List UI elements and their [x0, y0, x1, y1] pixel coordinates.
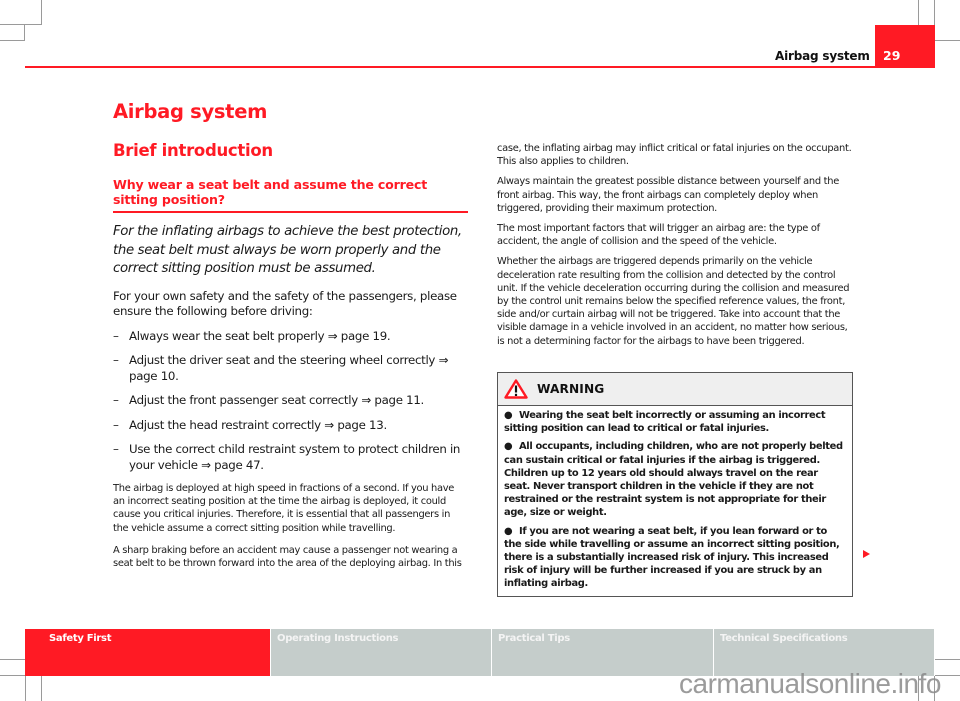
right-column	[497, 142, 855, 348]
tab-label: Safety First	[49, 633, 112, 644]
crop-mark-bottom-left	[0, 659, 25, 676]
subsection-title: Why wear a seat belt and assume the correct sitting position?	[113, 177, 468, 213]
page-number: 29	[883, 48, 901, 63]
chapter-title: Airbag system	[113, 100, 268, 123]
body-paragraph: The most important factors that will trigger an airbag are: the type of accident, the angle of collision and the speed of the vehicle.	[497, 223, 820, 248]
warning-item-text: Wearing the seat belt incorrectly or assuming an incorrect sitting position can lead to critical or fatal injuries.	[504, 410, 826, 435]
checklist-item	[113, 442, 468, 473]
continue-arrow-icon[interactable]	[863, 550, 870, 558]
checklist	[113, 329, 468, 474]
dash-bullet: –	[113, 393, 119, 407]
tab-label: Practical Tips	[498, 633, 570, 644]
warning-body	[498, 406, 852, 596]
dash-bullet: –	[113, 417, 119, 432]
body-paragraph: Always maintain the greatest possible distance between yourself and the front airbag. This way, the front airbags can completely deploy when triggered, providing their maximum protection.	[497, 176, 839, 214]
checklist-item-text[interactable]: Adjust the head restraint correctly ⇒ page 13.	[129, 417, 387, 432]
body-paragraph: case, the inflating airbag may inflict critical or fatal injuries on the occupant. This also applies to children.	[497, 143, 852, 168]
bullet-icon: ●	[504, 441, 513, 453]
warning-item-text: All occupants, including children, who are not properly belted can sustain critical or fatal injuries if the airbag is triggered. Children up to 12 years old should always travel on the rear seat. Never transport children in the vehicle if they are not restrained or the restraint system is not appropriate for their age, size or weight.	[504, 441, 843, 519]
bullet-icon: ●	[504, 525, 513, 537]
intro-text: For the inflating airbags to achieve the best protection, the seat belt must always be worn properly and the correct sitting position must be assumed.	[113, 224, 462, 276]
crop-mark-bottom-left-v	[25, 676, 42, 701]
crop-mark-top-left-inner	[0, 25, 25, 41]
warning-item	[504, 525, 846, 591]
warning-item	[504, 440, 846, 519]
warning-header	[498, 373, 852, 406]
warning-triangle-icon	[504, 379, 528, 399]
dash-bullet: –	[113, 353, 119, 367]
checklist-item	[113, 353, 468, 384]
checklist-item	[113, 329, 468, 345]
warning-box	[497, 372, 853, 597]
checklist-item-text[interactable]: Use the correct child restraint system to protect children in your vehicle ⇒ page 47.	[129, 442, 461, 472]
crop-mark-top-right-inner	[935, 25, 960, 41]
warning-item-text: If you are not wearing a seat belt, if you lean forward or to the side while travelling or assume an incorrect sitting position, there is a substantially increased risk of injury. This increased risk of injury will be further increased if you are struck by an inflating airbag.	[504, 525, 840, 590]
watermark: carmanualsonline.info	[679, 668, 941, 699]
tab-label: Operating Instructions	[277, 633, 399, 644]
checklist-item-text[interactable]: Always wear the seat belt properly ⇒ page 19.	[129, 328, 391, 343]
header-rule	[25, 66, 934, 68]
body-paragraph: A sharp braking before an accident may cause a passenger not wearing a seat belt to be thrown forward into the area of the deploying airbag. In this	[113, 544, 462, 570]
dash-bullet: –	[113, 442, 119, 456]
body-paragraph: The airbag is deployed at high speed in fractions of a second. If you have an incorrect seating position at the time the airbag is deployed, it could cause you critical injuries. Therefore, it is essential that all passengers in the vehicle assume a correct sitting position while travelling.	[113, 483, 455, 534]
crop-mark-top-left	[0, 0, 42, 25]
left-column	[113, 100, 468, 570]
checklist-item	[113, 393, 468, 409]
tab-operating-instructions[interactable]	[270, 629, 491, 676]
checklist-item-text[interactable]: Adjust the front passenger seat correctly ⇒ page 11.	[129, 393, 424, 407]
warning-item	[504, 409, 846, 435]
page-number-box	[875, 25, 935, 68]
crop-mark-top-right	[918, 0, 935, 25]
checklist-item-text[interactable]: Adjust the driver seat and the steering wheel correctly ⇒ page 10.	[129, 353, 449, 383]
dash-bullet: –	[113, 328, 119, 343]
running-title: Airbag system	[775, 49, 870, 63]
bullet-icon: ●	[504, 410, 513, 421]
tab-label: Technical Specifications	[720, 633, 848, 644]
section-title: Brief introduction	[113, 141, 273, 160]
body-paragraph: Whether the airbags are triggered depends primarily on the vehicle deceleration rate resulting from the collision and detected by the control unit. If the vehicle deceleration occurring during the collision and measured by the control unit remains below the specified reference values, the front, side and/or curtain airbag will not be triggered. Take into account that the visible damage in a vehicle involved in an accident, no matter how serious, is not a determining factor for the airbags to have been triggered.	[497, 256, 850, 347]
tab-safety-first[interactable]	[25, 629, 270, 676]
lead-paragraph: For your own safety and the safety of the passengers, please ensure the following before driving:	[113, 288, 457, 318]
warning-title: WARNING	[537, 382, 605, 396]
checklist-item	[113, 418, 468, 434]
